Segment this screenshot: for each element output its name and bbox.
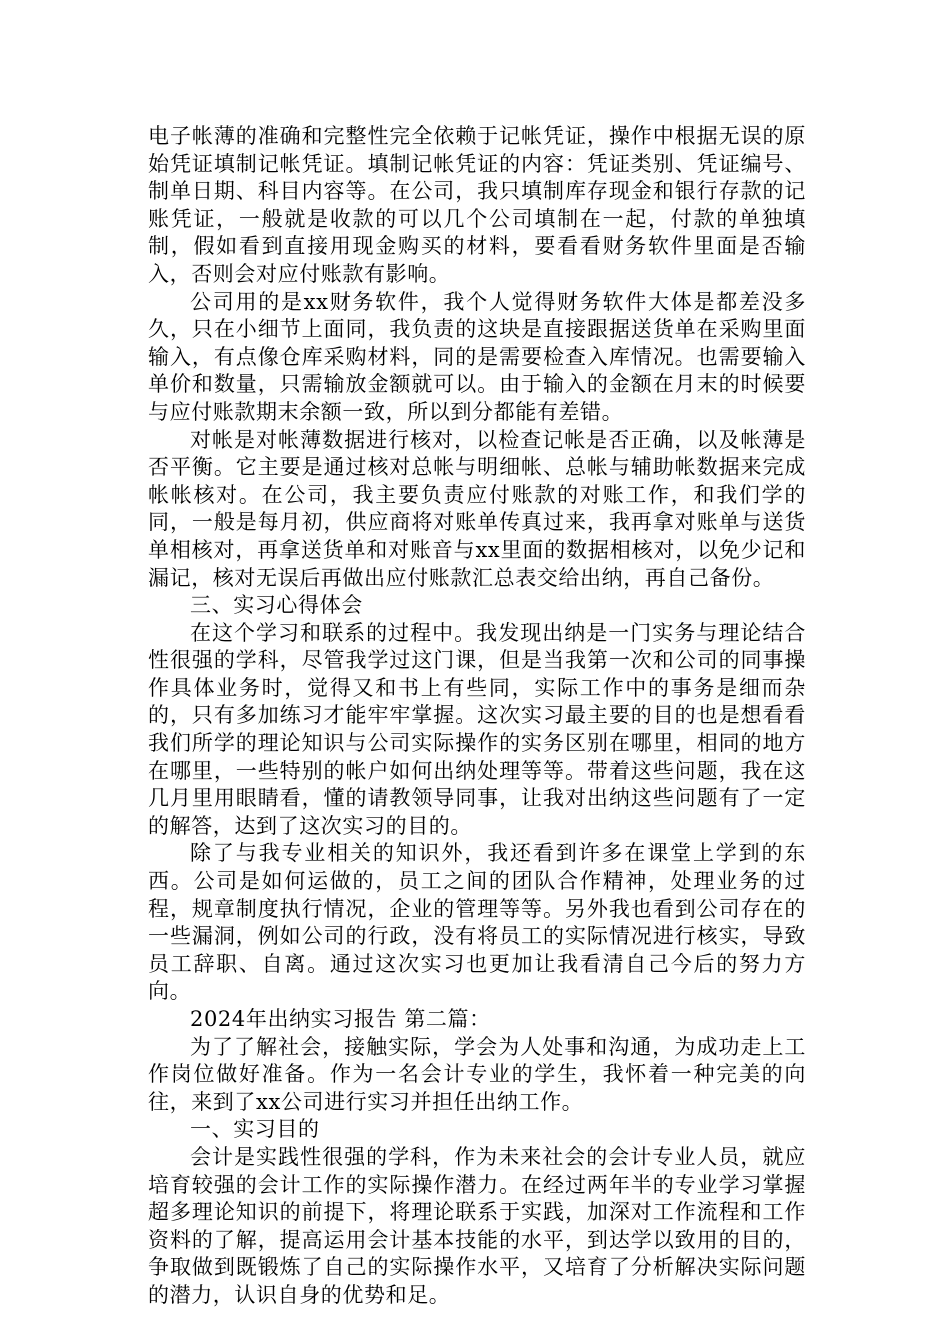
article-heading-second: 2024年出纳实习报告 第二篇： — [190, 1007, 491, 1031]
paragraph-reconciliation: 对帐是对帐薄数据进行核对，以检查记帐是否正确，以及帐薄是否平衡。它主要是通过核对总帐与明细帐、总帐与辅助帐数据来完成帐帐核对。在公司，我主要负责应付账款的对账工作，和我们学的同，一般是每月初，供应商将对账单传真过来，我再拿对账单与送货单相核对，再拿送货单和对账音与xx里面的数据相核对，以免少记和漏记，核对无误后再做出应付账款汇总表交给出纳，再自己备份。 — [148, 427, 806, 590]
document-page — [148, 123, 806, 1310]
paragraph-intro: 为了了解社会，接触实际，学会为人处事和沟通，为成功走上工作岗位做好准备。作为一名会计专业的学生，我怀着一种完美的向往，来到了xx公司进行实习并担任出纳工作。 — [148, 1034, 806, 1114]
paragraph-finance-software: 公司用的是xx财务软件，我个人觉得财务软件大体是都差没多久，只在小细节上面同，我负责的这块是直接跟据送货单在采购里面输入，有点像仓库采购材料，同的是需要检查入库情况。也需要输入单价和数量，只需输放金额就可以。由于输入的金额在月末的时候要与应付账款期末余额一致，所以到分都能有差错。 — [148, 289, 806, 424]
paragraph-other-knowledge: 除了与我专业相关的知识外，我还看到许多在课堂上学到的东西。公司是如何运做的，员工之间的团队合作精神，处理业务的过程，规章制度执行情况，企业的管理等等。另外我也看到公司存在的一些漏洞，例如公司的行政，没有将员工的实际情况进行核实，导致员工辞职、自离。通过这次实习也更加让我看清自己今后的努力方向。 — [148, 841, 806, 1004]
section-heading-experience: 三、实习心得体会 — [190, 593, 363, 618]
paragraph-continuation: 电子帐薄的准确和完整性完全依赖于记帐凭证，操作中根据无误的原始凭证填制记帐凭证。填制记帐凭证的内容：凭证类别、凭证编号、制单日期、科目内容等。在公司，我只填制库存现金和银行存款的记账凭证，一般就是收款的可以几个公司填制在一起，付款的单独填制，假如看到直接用现金购买的材料，要看看财务软件里面是否输入，否则会对应付账款有影响。 — [148, 124, 806, 286]
paragraph-learning-process: 在这个学习和联系的过程中。我发现出纳是一门实务与理论结合性很强的学科，尽管我学过这门课，但是当我第一次和公司的同事操作具体业务时，觉得又和书上有些同，实际工作中的事务是细而杂的，只有多加练习才能牢牢掌握。这次实习最主要的目的也是想看看我们所学的理论知识与公司实际操作的实务区别在哪里，相同的地方在哪里，一些特别的帐户如何出纳处理等等。带着这些问题，我在这几月里用眼睛看，懂的请教领导同事，让我对出纳这些问题有了一定的解答，达到了这次实习的目的。 — [148, 620, 806, 838]
paragraph-purpose: 会计是实践性很强的学科，作为未来社会的会计专业人员，就应培育较强的会计工作的实际操作潜力。在经过两年半的专业学习掌握超多理论知识的前提下，将理论联系于实践，加深对工作流程和工作资料的了解，提高运用会计基本技能的水平，到达学以致用的目的，争取做到既锻炼了自己的实际操作水平，又培育了分析解决实际问题的潜力，认识自身的优势和足。 — [148, 1144, 806, 1307]
section-heading-purpose: 一、实习目的 — [190, 1117, 320, 1142]
